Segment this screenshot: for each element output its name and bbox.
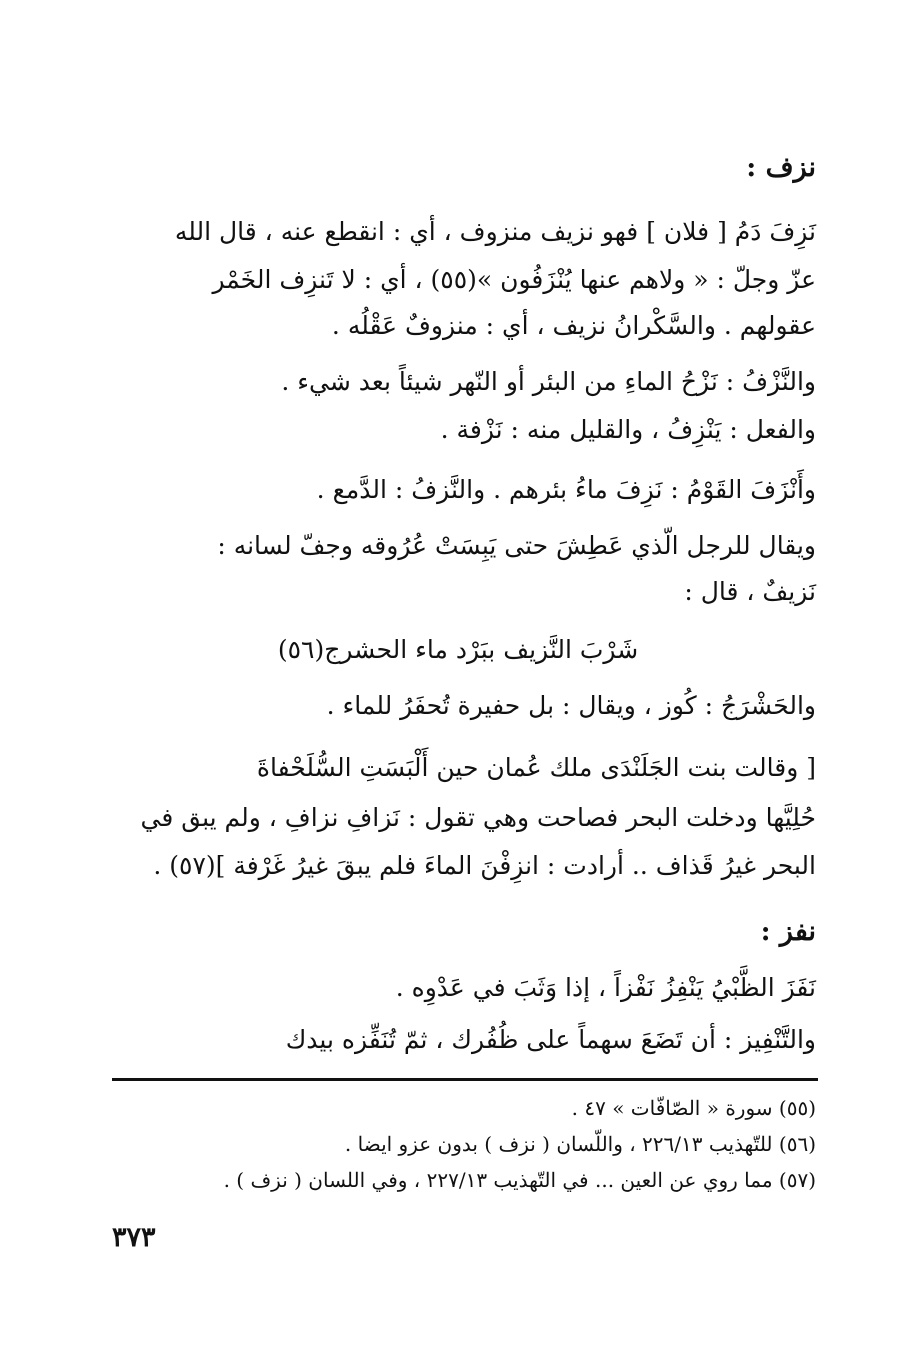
text-line: ويقال للرجل الّذي عَطِشَ حتى يَبِسَتْ عُرُوقه وجفّ لسانه : (217, 531, 816, 560)
text-line: عزّ وجلّ : « ولاهم عنها يُنْزَفُون »(٥٥) ، أي : لا تَنزِف الخَمْر (212, 265, 816, 294)
text-line: وأَنْزَفَ القَوْمُ : نَزِفَ ماءُ بئرهم . والنَّزفُ : الدَّمع . (316, 475, 816, 504)
text-line: نَفَزَ الظَّبْيُ يَنْفِزُ نَفْزاً ، إذا وَثَبَ في عَدْوِه . (395, 973, 816, 1002)
text-line: والحَشْرَجُ : كُوز ، ويقال : بل حفيرة تُحفَرُ للماء . (326, 691, 816, 720)
footnote: (٥٧) مما روي عن العين ... في التّهذيب ٢٢٧/١٣ ، وفي اللسان ( نزف ) . (223, 1168, 816, 1192)
text-line: والتَّنْفِيز : أن تَضَعَ سهماً على ظُفُرك ، ثمّ تُنَفِّزه بيدك (285, 1025, 816, 1054)
text-line: نَزِفَ دَمُ [ فلان ] فهو نزيف منزوف ، أي : انقطع عنه ، قال الله (174, 217, 816, 246)
page-number: ٣٧٣ (112, 1222, 156, 1253)
entry-heading-nzf: نزف : (746, 152, 816, 183)
footnote: (٥٥) سورة « الصّافّات » ٤٧ . (571, 1096, 816, 1120)
text-line: نَزيفٌ ، قال : (684, 577, 816, 606)
text-line: عقولهم . والسَّكْرانُ نزيف ، أي : منزوفٌ عَقْلُه . (331, 311, 816, 340)
text-line: حُلِيَّها ودخلت البحر فصاحت وهي تقول : نَزافِ نزافِ ، ولم يبق في (140, 803, 816, 832)
footnote: (٥٦) للتّهذيب ٢٢٦/١٣ ، واللّسان ( نزف ) بدون عزو ايضا . (344, 1132, 816, 1156)
footnote-divider (112, 1078, 818, 1081)
text-line: [ وقالت بنت الجَلَنْدَى ملك عُمان حين أَلْبَسَتِ السُّلَحْفاةَ (256, 753, 816, 782)
text-line: والفعل : يَنْزِفُ ، والقليل منه : نَزْفة . (440, 415, 816, 444)
text-line: البحر غيرُ قَذاف .. أرادت : انزِفْنَ الماءَ فلم يبقَ غيرُ غَرْفة ](٥٧) . (153, 851, 816, 880)
verse-line: شَرْبَ النَّزيف ببَرْد ماء الحشرج(٥٦) (277, 635, 639, 664)
entry-heading-nfz: نفز : (760, 916, 816, 947)
text-line: والنَّزْفُ : نَزْحُ الماءِ من البئر أو النّهر شيئاً بعد شيء . (281, 367, 816, 396)
